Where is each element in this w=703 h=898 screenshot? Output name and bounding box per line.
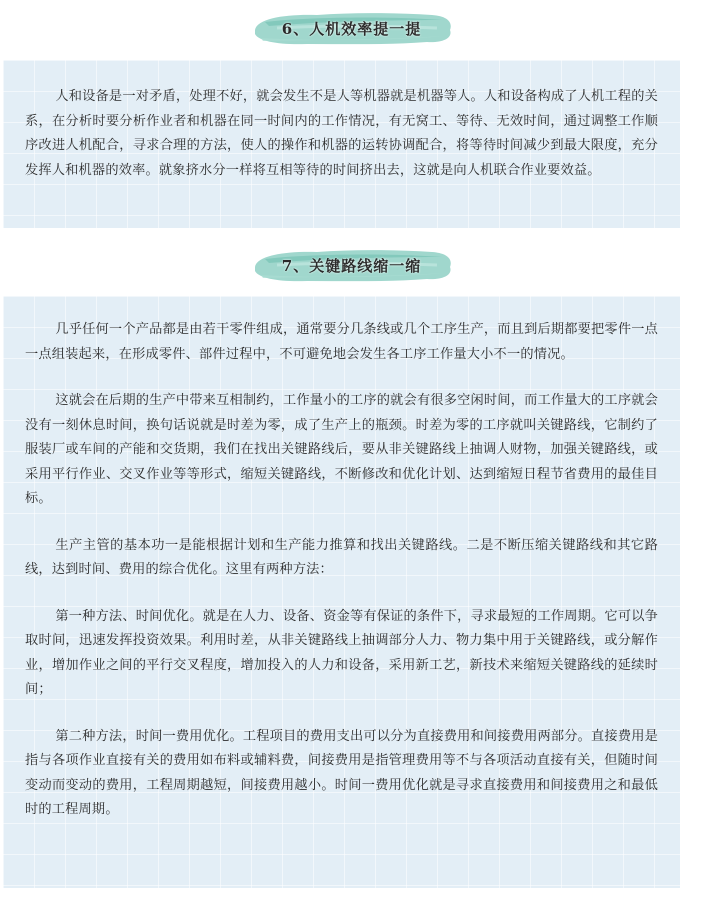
section-6-header [0, 6, 703, 50]
section-6-paragraph-1: 人和设备是一对矛盾，处理不好，就会发生不是人等机器就是机器等人。人和设备构成了人机工程的关系，在分析时要分析作业者和机器在同一时间内的工作情况，有无窝工、等待、无效时间，通过调整工作顺序改进人机配合，寻求合理的方法，使人的操作和机器的运转协调配合，将等待时间减少到最大限度，充分发挥人和机器的效率。就象挤水分一样将互相等待的时间挤出去，这就是向人机联合作业要效益。 [25, 89, 658, 178]
section-7-paragraph-4: 第一种方法、时间优化。就是在人力、设备、资金等有保证的条件下，寻求最短的工作周期。它可以争取时间，迅速发挥投资效果。利用时差，从非关键路线上抽调部分人力、物力集中用于关键路线，或分解作业，增加作业之间的平行交叉程度，增加投入的人力和设备，采用新工艺，新技术来缩短关键路线的延续时间； [25, 608, 658, 697]
section-7-panel [3, 296, 680, 888]
section-7-header [0, 243, 703, 287]
section-7-paragraph-3: 生产主管的基本功一是能根据计划和生产能力推算和找出关键路线。二是不断压缩关键路线和其它路线，达到时间、费用的综合优化。这里有两种方法： [25, 537, 658, 577]
section-7-banner [247, 245, 457, 285]
section-6-panel [3, 60, 680, 228]
section-7-paragraph-2: 这就会在后期的生产中带来互相制约，工作量小的工序的就会有很多空闲时间，而工作量大的工序就会没有一刻休息时间，换句话说就是时差为零，成了生产上的瓶颈。时差为零的工序就叫关键路线，它制约了服装厂或车间的产能和交货期，我们在找出关键路线后，要从非关键路线上抽调人财物，加强关键路线，或采用平行作业、交叉作业等等形式，缩短关键路线，不断修改和优化计划、达到缩短日程节省费用的最佳目标。 [25, 393, 658, 506]
section-6-title: 6、人机效率提一提 [281, 19, 422, 38]
section-7-paragraph-1: 几乎任何一个产品都是由若干零件组成，通常要分几条线或几个工序生产，而且到后期都要把零件一点一点组装起来，在形成零件、部件过程中，不可避免地会发生各工序工作量大小不一的情况。 [25, 322, 658, 362]
section-7-paragraph-5: 第二种方法，时间一费用优化。工程项目的费用支出可以分为直接费用和间接费用两部分。直接费用是指与各项作业直接有关的费用如布料或辅料费，间接费用是指管理费用等不与各项活动直接有关，但随时间变动而变动的费用，工程周期越短，间接费用越小。时间一费用优化就是寻求直接费用和间接费用之和最低时的工程周期。 [25, 728, 658, 817]
section-7-title: 7、关键路线缩一缩 [281, 256, 422, 275]
section-6-banner [247, 8, 457, 48]
